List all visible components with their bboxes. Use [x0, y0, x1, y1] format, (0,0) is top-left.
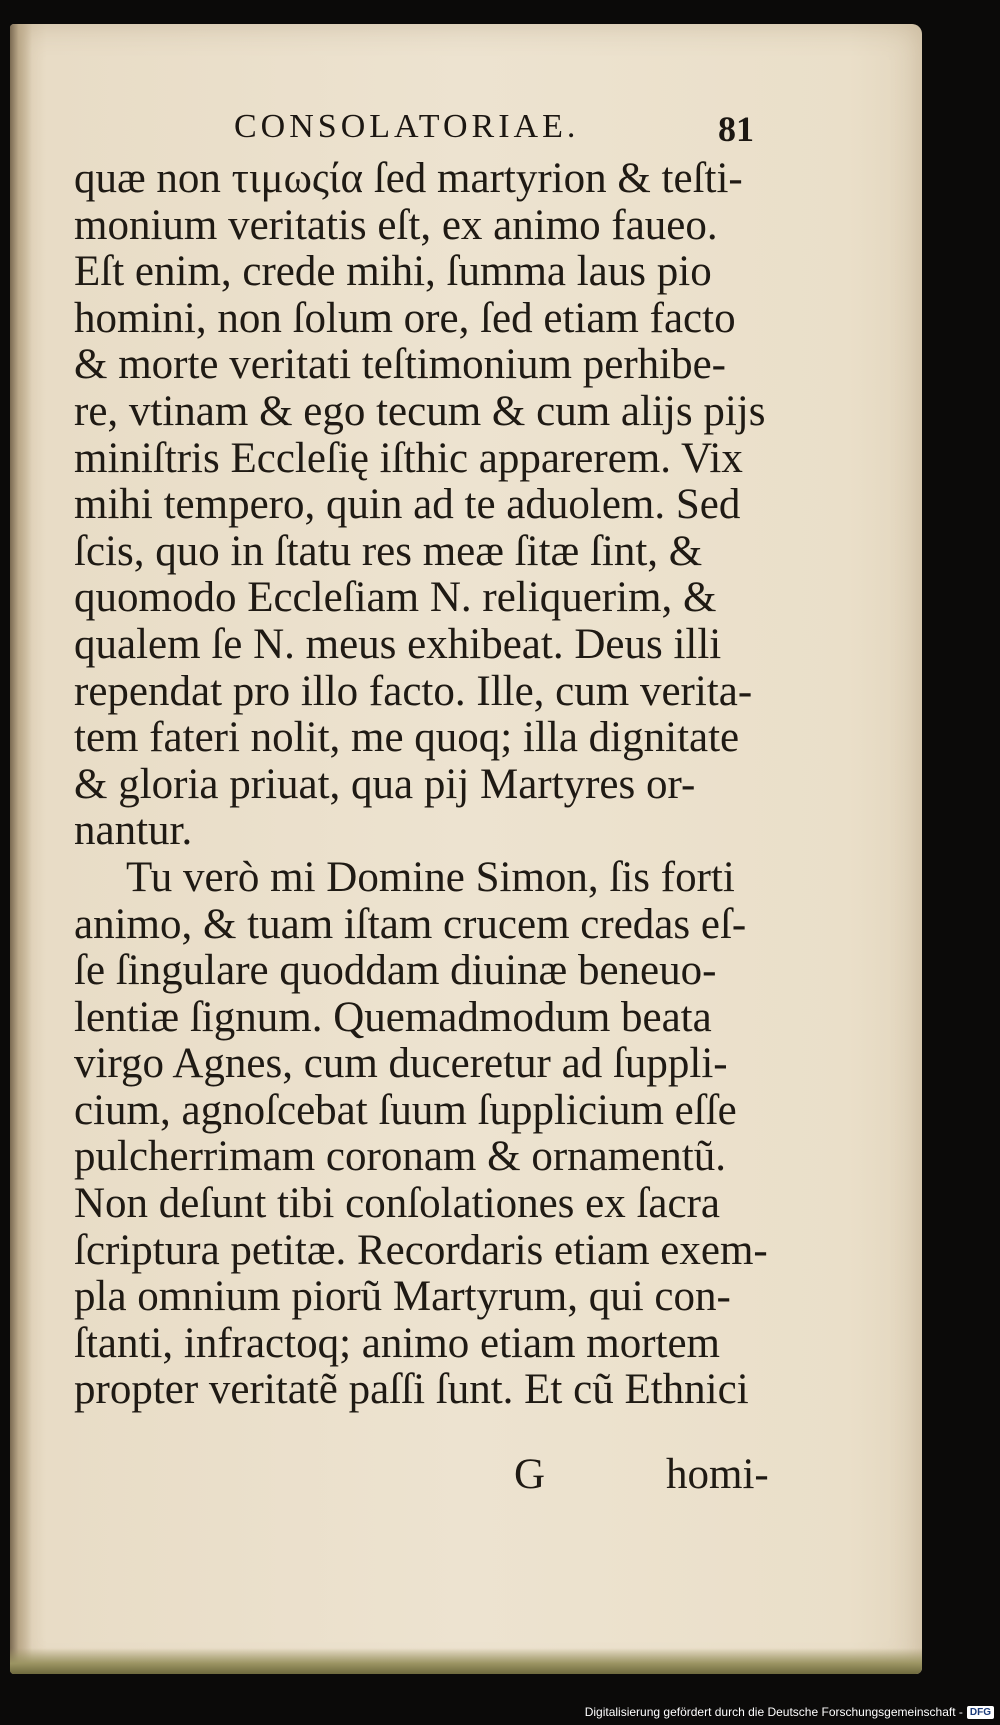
page-number: 81 — [718, 109, 754, 149]
dfg-logo: DFG — [967, 1706, 994, 1719]
page-gutter-shadow — [10, 24, 32, 1674]
text-line: & morte veritati teſtimonium perhibe- — [74, 342, 726, 389]
text-line: ſcis, quo in ſtatu res meæ ſitæ ſint, & — [74, 528, 703, 575]
text-line: Eſt enim, crede mihi, ſumma laus pio — [74, 249, 712, 296]
book-page — [10, 24, 922, 1674]
text-line: homini, non ſolum ore, ſed etiam facto — [74, 295, 736, 342]
text-line: animo, & tuam iſtam crucem credas eſ- — [74, 901, 747, 948]
text-line: nantur. — [74, 808, 193, 855]
catchword: homi- — [666, 1451, 769, 1498]
text-line: pla omnium piorũ Martyrum, qui con- — [74, 1274, 731, 1321]
text-line: & gloria priuat, qua pij Martyres or- — [74, 761, 696, 808]
text-line: ſe ſingulare quoddam diuinæ beneuo- — [74, 948, 717, 995]
text-line: ſcriptura petitæ. Recordaris etiam exem- — [74, 1227, 768, 1274]
text-line: qualem ſe N. meus exhibeat. Deus illi — [74, 621, 722, 668]
text-line: propter veritatẽ paſſi ſunt. Et cũ Ethnici — [74, 1367, 749, 1414]
signature-mark: G — [514, 1451, 546, 1498]
text-line: monium veritatis eſt, ex animo faueo. — [74, 202, 718, 249]
text-line: quæ non τιμωςία ſed martyrion & teſti- — [74, 156, 743, 202]
digitization-credit — [585, 1703, 994, 1721]
text-line: virgo Agnes, cum duceretur ad ſuppli- — [74, 1041, 728, 1088]
text-line: lentiæ ſignum. Quemadmodum beata — [74, 994, 712, 1041]
paragraph-start-line: Tu verò mi Domine Simon, ſis forti — [126, 854, 735, 901]
text-line: ſtanti, infractoq; animo etiam mortem — [74, 1320, 721, 1367]
text-line: miniſtris Eccleſię iſthic apparerem. Vix — [74, 435, 743, 482]
running-head: CONSOLATORIAE. — [234, 108, 580, 145]
text-line: re, vtinam & ego tecum & cum alijs pijs — [74, 388, 766, 435]
text-line: tem fateri nolit, me quoq; illa dignitate — [74, 715, 740, 762]
text-line: cium, agnoſcebat ſuum ſupplicium eſſe — [74, 1087, 737, 1134]
signature-line — [74, 1450, 834, 1498]
body-text — [74, 156, 834, 1414]
text-line: rependat pro illo facto. Ille, cum verita- — [74, 668, 753, 715]
text-line: Non deſunt tibi conſolationes ex ſacra — [74, 1181, 721, 1228]
text-line: quomodo Eccleſiam N. reliquerim, & — [74, 575, 717, 622]
digitization-credit-text: Digitalisierung gefördert durch die Deutsche Forschungsgemeinschaft - — [584, 1705, 963, 1719]
text-line: pulcherrimam coronam & ornamentũ. — [74, 1134, 726, 1181]
page-bottom-stain — [10, 1648, 922, 1674]
text-line: mihi tempero, quin ad te aduolem. Sed — [74, 482, 741, 529]
